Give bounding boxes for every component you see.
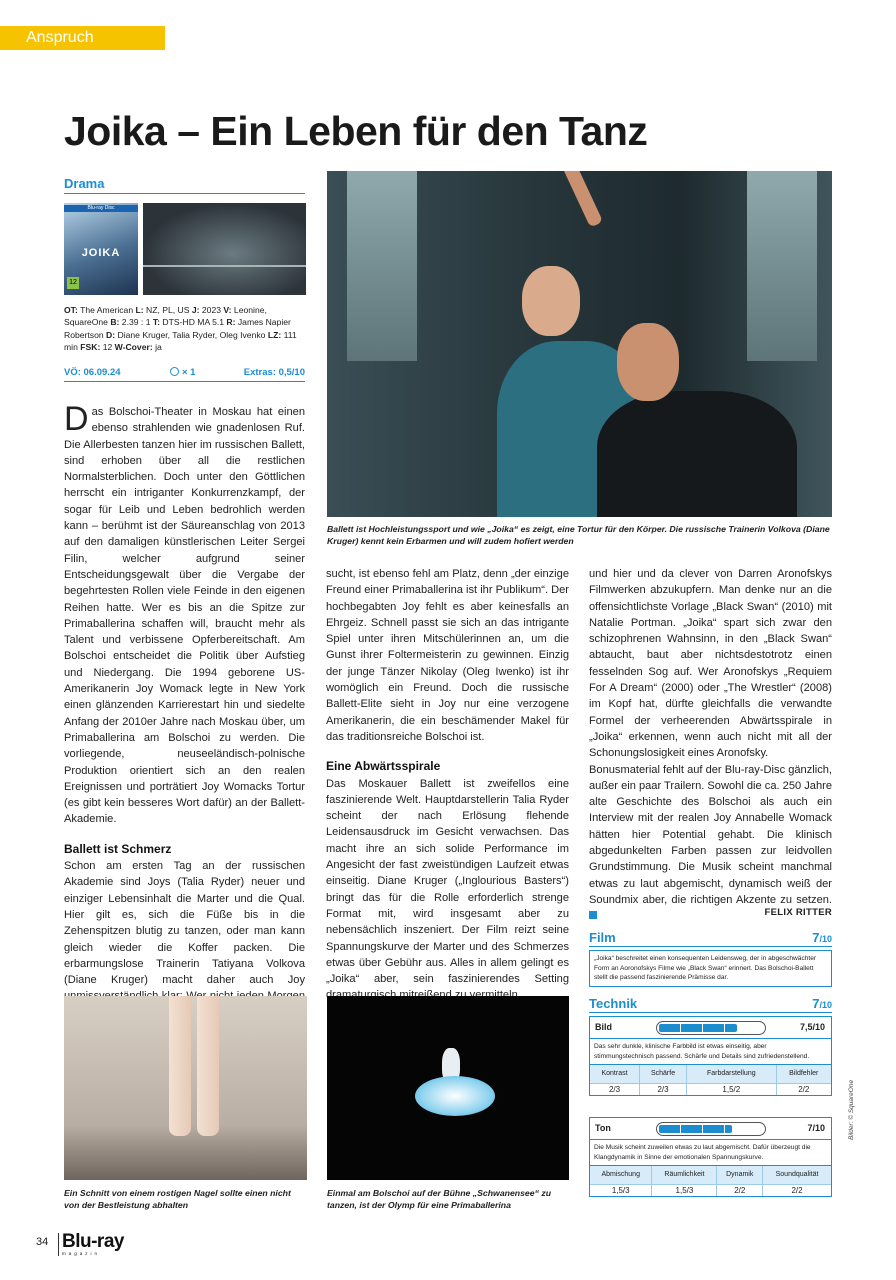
- ton-rating: [589, 1114, 832, 1197]
- ton-label: Ton: [595, 1123, 611, 1133]
- credit-value: ja: [152, 341, 162, 352]
- credit-value: The American: [77, 305, 136, 315]
- paragraph: sucht, ist ebenso fehl am Platz, denn „der einzige Freund einer Primaballerina ist ihr Publikum“. Der hochbegabten Joy fehlt es aber keinesfalls an Ehrgeiz. Schnell passt sie sich an das intrigante Spiel unter ihren Mitschülerinnen an, um die Gunst ihrer Foltermeisterin zu gewinnen. Einzig der junge Tänzer Nikolay (Oleg Iwenko) ist ihr womöglich ein Freund. Doch die russische Ballett-Elite sieht in Joy nur eine verzogene Amerikanerin, die ein beschämender Makel für das traditionsreiche Bolschoi ist.: [326, 568, 569, 743]
- swan-lake-photo: [327, 996, 569, 1180]
- raised-arm: [561, 171, 603, 228]
- bild-score-bar: [656, 1021, 766, 1035]
- paragraph: Das Moskauer Ballett ist zweifellos eine faszinierende Welt. Hauptdarstellerin Talia Ryder scheint der nach Erlösung flehende Leidensausdruck im Gesicht verwachsen. Das macht ihre an sich solide Performance im Angesicht der fast zweistündigen Laufzeit etwas einseitig. Diane Kruger („Inglourious Basters“) bringt das für die Rolle erforderlich strenge Format mit, wird insgesamt aber zu nebensächlich inszeniert. Der Film reizt seine Spannungskurve der Marter und des Schmerzes etwas über Gebühr aus. Alles in allem gelingt es „Joika“ aber, sein faszinierendes Setting: [326, 777, 569, 986]
- credit-value: Diane Kruger, Talia Ryder, Oleg Ivenko: [115, 329, 268, 340]
- cover-brand: Blu-ray Disc: [64, 205, 138, 212]
- dancer-figure: [597, 391, 797, 517]
- photo2-caption: Einmal am Bolschoi auf der Bühne „Schwanensee“ zu tanzen, ist der Olymp für eine Primaballerina: [327, 1188, 551, 1210]
- credit-key: W-Cover:: [114, 341, 153, 352]
- ton-rating-text: Die Musik scheint zuweilen etwas zu laut abgemischt. Dafür überzeugt die Klangdynamik in Sinne der emotionalen Spannungskurve.: [590, 1140, 831, 1166]
- technik-rating-header: Technik 7/10: [589, 996, 832, 1011]
- article-column-2: [326, 566, 569, 1004]
- bild-rating-text: Das sehr dunkle, klinische Farbbild ist etwas einseitig, aber stimmungstechnisch passend. Schärfe und Details sind zufriedenstellend.: [590, 1039, 831, 1065]
- fsk-badge: 12: [67, 277, 79, 289]
- disc-count: × 1: [170, 367, 195, 378]
- magazine-logo: Blu-ray magazin: [58, 1233, 124, 1256]
- credit-value: 111 min: [64, 329, 297, 352]
- film-credits: [64, 304, 305, 353]
- photo-credit: Bilder: © SquareOne: [848, 1079, 855, 1140]
- cover-title: JOIKA: [81, 247, 121, 259]
- ton-score: 7/10: [807, 1123, 825, 1133]
- credit-key: J:: [191, 305, 200, 315]
- credit-key: D:: [106, 329, 116, 340]
- credit-value: Leonine, SquareOne: [64, 305, 267, 328]
- dancer-leg: [197, 996, 219, 1136]
- ton-rating-box: [589, 1117, 832, 1197]
- ton-criteria-table: Abmischung Räumlichkeit Dynamik Soundqualität 1,5/3 1,5/3 2/2 2/2: [590, 1166, 831, 1196]
- credit-value: DTS-HD MA 5.1: [160, 317, 227, 328]
- credit-key: B:: [110, 317, 120, 328]
- section-label: Anspruch: [0, 26, 165, 50]
- article-column-1: [64, 400, 305, 1037]
- credit-key: T:: [152, 317, 161, 328]
- article-column-3: [589, 566, 832, 925]
- dancer-leg: [169, 996, 191, 1136]
- credit-value: 12: [100, 341, 115, 352]
- drop-cap: D: [64, 400, 89, 438]
- extras-rating: Extras: 0,5/10: [243, 367, 305, 378]
- dancer-face: [617, 323, 679, 401]
- paragraph: Schon am ersten Tag an der russischen Akademie sind Joys (Talia Ryder) neuer und einziger Lebensinhalt die Marter und die Qual. Hier gilt es, sich die Füße bis in die Zehenspitzen blutig zu tanzen, oder man kann gleich wieder die Koffer packen. Die erbarmungslose Trainerin Tatiyana Volkova (Diane Kruger) macht daher auch Joy: [64, 860, 305, 987]
- trainer-face: [522, 266, 580, 336]
- credit-key: LZ:: [267, 329, 282, 340]
- pointe-shoes-photo: [64, 996, 307, 1180]
- subheading-abwaertsspirale: Eine Abwärtsspirale: [326, 759, 441, 774]
- bild-score: 7,5/10: [799, 1022, 825, 1032]
- author-byline: FELIX RITTER: [764, 907, 832, 918]
- hero-caption: Ballett ist Hochleistungssport und wie „Joika“ es zeigt, eine Tortur für den Körper. Die russische Trainerin Volkova (Diane Kruger) kennt kein Erbarmen und will zudem hofiert werden: [327, 524, 830, 546]
- subheading-ballett: Ballett ist Schmerz: [64, 841, 172, 856]
- credit-key: FSK:: [80, 341, 101, 352]
- film-rating-header: Film 7/10: [589, 930, 832, 945]
- credit-key: L:: [135, 305, 144, 315]
- credit-value: 2.39 : 1: [119, 317, 153, 328]
- paragraph: Bonusmaterial fehlt auf der Blu-ray-Disc gänzlich, außer ein paar Trailern. Sowohl die ca. 250 Jahre alte Geschichte des Bolschoi als auch ein Interview mit der realen Joy Annabelle Womack hätten hier Potential gehabt. Die klinisch abgedunkelten Farben passen zur leidvollen Grundstimmung. Die Musik scheint manchmal etwas zu laut abgemischt, dynamisch weiß der Soundmix aber, die richtigen Akzente zu setzen.: [589, 762, 832, 925]
- credit-value: 2023: [199, 305, 224, 315]
- paragraph: und hier und da clever von Darren Aronofskys Filmwerken abzukupfern. Man denke nur an die offensichtlichste Vorlage „Black Swan“ (2010) mit Natalie Portman. „Joika“ spart sich zwar den schizophrenen Wahnsinn, in den „Black Swan“ abtaucht, baut aber nichtsdestotrotz einen fesselnden Sog auf. Wer Aronofskys „Requiem For A Dream“ (2000) oder „The Wrestler“ (2008) im Kopf hat, dürfte gleichfalls die verwandte Formel der verheerenden Abwärtsspirale in „Joika“ erkennen, wenn auch nicht mit all der Schonungslosigkeit eines Aronofsky.: [589, 568, 832, 760]
- tutu: [415, 1076, 495, 1116]
- article-title: Joika – Ein Leben für den Tanz: [64, 108, 648, 154]
- genre-label: Drama: [64, 176, 305, 194]
- credit-key: R:: [226, 317, 236, 328]
- credit-key: OT:: [64, 305, 78, 315]
- film-rating: [589, 930, 832, 987]
- credit-key: V:: [223, 305, 232, 315]
- film-rating-text: „Joika“ beschreitet einen konsequenten Leidensweg, der in abgeschwächter Form an Aoronofskys Filme wie „Black Swan“ erinnert. Das Bolschoi-Ballett stellt die passend faszinierende Prämisse dar.: [589, 950, 832, 987]
- bild-criteria-table: Kontrast Schärfe Farbdarstellung Bildfehler 2/3 2/3 1,5/2 2/2: [590, 1065, 831, 1095]
- credit-value: NZ, PL, US: [143, 305, 192, 315]
- window: [747, 171, 817, 361]
- photo1-caption: Ein Schnitt von einem rostigen Nagel sollte einen nicht von der Bestleistung abhalten: [64, 1188, 291, 1210]
- bild-label: Bild: [595, 1022, 612, 1032]
- intro-paragraph: Das Bolschoi-Theater in Moskau hat einen ebenso strahlenden wie gnadenlosen Ruf. Die Allerbesten tanzen hier im russischen Ballett, sind erhoben über all die restlichen Normalsterblichen. Doch unter den Göttlichen herrscht ein intriganter Konkurrenzkampf, der sogar für Leib und Leben bedrohlich werden kann – berühmt ist der Säureanschlag von 2013 auf den damaligen künstlerischen Leiter Sergei Filin, welcher aufgrund seiner Entscheidungsgewalt über die Vergabe der begehrtesten Rollen viele Feinde in den eigenen Reihen hatte. Wer es bis an die Spitze zur Primaballerina schaffen will, braucht mehr als Talent und verbissene Opferbereitschaft. Am Bolschoi entscheidet die Politik über Aufstieg und Niedergang. Die 1994 geborene US-Amerikanerin Joy Womack legte in New York einen glänzenden Karrierestart hin und siedelte Anfang der 2010er Jahre nach Moskau über, um Primaballerina am Bolschoi zu werden. Die vorliegende, neuseeländisch-polnische Produktion orientiert sich an den realen Ereignissen und porträtiert Joy Womacks Tortur (es gibt kein besseres Wort dafür) an der Ballett-Akademie.: [64, 400, 305, 826]
- window: [347, 171, 417, 361]
- release-info-bar: [64, 365, 305, 382]
- release-date: VÖ: 06.09.24: [64, 367, 121, 378]
- bild-rating-box: [589, 1016, 832, 1096]
- credit-value: James Napier Robertson: [64, 317, 291, 340]
- hero-photo: [327, 171, 832, 517]
- disc-icon: [170, 367, 179, 376]
- page-number: 34: [36, 1236, 49, 1248]
- technik-rating: [589, 996, 832, 1096]
- bluray-cover-image: [64, 203, 138, 295]
- ton-score-bar: [656, 1122, 766, 1136]
- film-still-thumbnail: [143, 203, 306, 295]
